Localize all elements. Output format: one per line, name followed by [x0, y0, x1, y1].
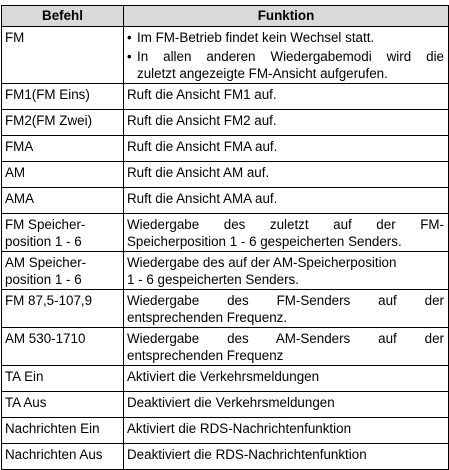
table-row [2, 162, 449, 188]
befehl-cell: Nachrichten Aus [2, 444, 124, 470]
funktion-cell: Ruft die Ansicht FM1 auf. [124, 84, 449, 110]
befehl-cell: Nachrichten Ein [2, 418, 124, 444]
funktion-cell: Ruft die Ansicht AMA auf. [124, 188, 449, 214]
bullet-item [127, 29, 444, 46]
funktion-cell: Ruft die Ansicht AM auf. [124, 162, 449, 188]
befehl-cell: AM Speicher- position 1 - 6 [2, 252, 124, 290]
befehl-cell: AMA [2, 188, 124, 214]
table-header-row [2, 6, 449, 27]
bullet-text: Im FM-Betrieb findet kein Wechsel statt. [137, 30, 375, 45]
bullet-icon: • [127, 49, 132, 64]
command-table [1, 5, 449, 470]
befehl-cell: FM1(FM Eins) [2, 84, 124, 110]
befehl-cell: FMA [2, 136, 124, 162]
befehl-cell: FM 87,5-107,9 [2, 290, 124, 328]
table-row [2, 366, 449, 392]
table-row [2, 214, 449, 252]
befehl-cell: TA Ein [2, 366, 124, 392]
befehl-cell: TA Aus [2, 392, 124, 418]
header-befehl: Befehl [2, 6, 124, 27]
befehl-cell: AM [2, 162, 124, 188]
table-row [2, 418, 449, 444]
command-table-container [0, 5, 449, 470]
funktion-cell [124, 27, 449, 84]
funktion-cell: Wiedergabe des auf der AM-Speicherposition 1 - 6 gespeicherten Senders. [124, 252, 449, 290]
befehl-cell [2, 27, 124, 84]
befehl-text: FM [5, 30, 25, 45]
funktion-cell: Wiedergabe des zuletzt auf der FM- Speicherposition 1 - 6 gespeicherten Senders. [124, 214, 449, 252]
table-row [2, 84, 449, 110]
table-row [2, 27, 449, 84]
table-row [2, 290, 449, 328]
table-row [2, 444, 449, 470]
table-row [2, 136, 449, 162]
table-row [2, 252, 449, 290]
bullet-text: In allen anderen Wiedergabemodi wird die zuletzt angezeigte FM-Ansicht aufgerufen. [137, 49, 444, 81]
table-row [2, 110, 449, 136]
befehl-cell: AM 530-1710 [2, 328, 124, 366]
funktion-cell: Aktiviert die Verkehrsmeldungen [124, 366, 449, 392]
befehl-cell: FM2(FM Zwei) [2, 110, 124, 136]
table-row [2, 328, 449, 366]
funktion-cell: Deaktiviert die Verkehrsmeldungen [124, 392, 449, 418]
table-row [2, 188, 449, 214]
funktion-cell: Deaktiviert die RDS-Nachrichtenfunktion [124, 444, 449, 470]
funktion-cell: Ruft die Ansicht FMA auf. [124, 136, 449, 162]
bullet-icon: • [127, 30, 132, 45]
bullet-item [127, 48, 444, 82]
funktion-cell: Wiedergabe des FM-Senders auf der entsprechenden Frequenz. [124, 290, 449, 328]
header-funktion: Funktion [124, 6, 449, 27]
befehl-cell: FM Speicher- position 1 - 6 [2, 214, 124, 252]
table-row [2, 392, 449, 418]
funktion-cell: Aktiviert die RDS-Nachrichtenfunktion [124, 418, 449, 444]
funktion-cell: Ruft die Ansicht FM2 auf. [124, 110, 449, 136]
funktion-cell: Wiedergabe des AM-Senders auf der entsprechenden Frequenz [124, 328, 449, 366]
